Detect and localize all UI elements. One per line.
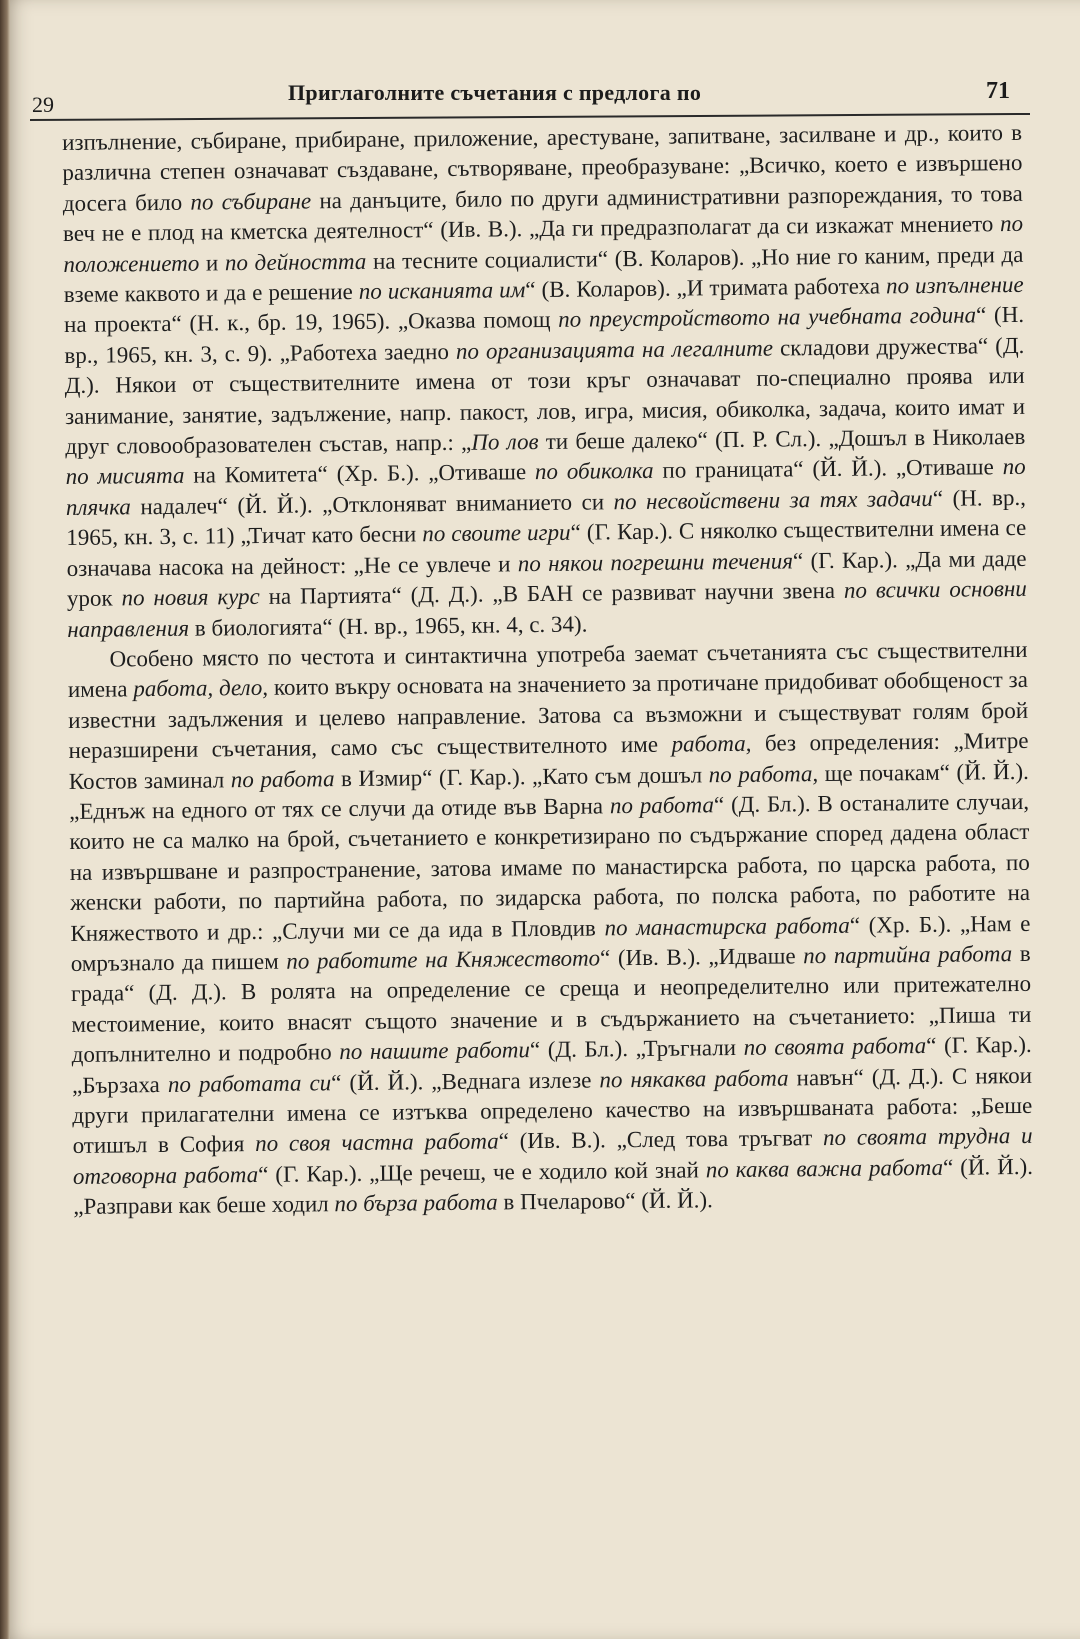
text-run: изпълнение, събиране, прибиране, приложение, арестуване, запитване, засилване и др., които в различна степен означават създаване, сътворяване, преобразуване: „Всичко, което е извършено досега било [62,119,1023,216]
running-header [30,72,1040,118]
text-run: “ (Н. вр., 1965, кн. 3, с. 9). „Работеха заедно [64,302,1025,368]
italic-example: по организацията на легалните [455,335,774,364]
text-run: “ (Ив. В.). „Идваше [599,943,804,971]
italic-example: по своя частна работа [255,1128,499,1157]
body-text [62,118,1033,1223]
text-run: които въкру основата на значението за протичане придобиват обобщеност за известни задължения и целево направление. Затова са възможни и съществуват голям брой неразширени съчетания, само със съществителното име [68,667,1029,764]
text-run: Особено място по честота и синтактична употреба заемат съчетанията със съществителни имена [67,636,1028,703]
text-run: на данъците, било по други административни разпореждания, то това веч не е плод на кметска деятелност“ (Ив. В.). „Да ги предразполагат да си изкажат мнението [62,180,1023,247]
italic-example: по плячка [65,454,1026,520]
italic-example: по обиколка [534,458,654,485]
italic-example: по бърза работа [334,1189,498,1217]
italic-example: по работите на Княжеството [286,945,601,974]
italic-example: по работа, [708,760,819,787]
italic-example: по изпълнение [885,271,1024,299]
italic-example: работа, дело, [133,675,269,702]
text-run: на проекта“ (Н. к., бр. 19, 1965). „Оказва помощ [63,307,559,338]
paragraph [67,635,1033,1223]
italic-example: по нашите работи [339,1037,531,1065]
text-run: “ (Д. Бл.). В останалите случаи, които не са малко на брой, съчетанието е конкретизирано по съдържание според дадена област на извършване и разпространение, затова имаме по манастирска работа, по царска работа, по женски работи, по партийна работа, по зидарска работа, по полска работа, по работите на Княжеството и др.: „Случи ми се да ида в Пловдив [69,788,1031,946]
text-run: навън“ (Д. Д.). С някои други прилагателни имена се изтъква определено качество на извършваната работа: „Беше отишъл в София [72,1062,1033,1159]
italic-example: по мисията [65,463,185,490]
italic-example: работа, [671,730,752,757]
page-binding-edge [0,0,10,1639]
text-run: по границата“ (Й. Й.). „Отиваше [653,454,1003,484]
italic-example: по работа [609,792,715,819]
italic-example: по положението [63,211,1024,277]
text-run: “ (Г. Кар.). „Ще речеш, че е ходило кой знай [258,1157,706,1187]
italic-example: по несвойствени за тях задачи [613,485,933,515]
text-run: на тесните социалисти“ (В. Коларов). „Но ние го каним, преди да вземе каквото и да е решение [63,241,1024,308]
italic-example: по своята работа [743,1033,927,1061]
italic-example: по партийна работа [803,941,1013,969]
text-run: в биологията“ (Н. вр., 1965, кн. 4, с. 34). [188,611,588,641]
italic-example: по преустройството на учебната година [558,302,977,333]
italic-example: по новия курс [121,584,260,611]
text-run: ти беше далеко“ (П. Р. Сл.). „Дошъл в Николаев [538,423,1026,455]
text-run: в Пчеларово“ (Й. Й.). [497,1187,713,1215]
text-run: “ (Г. Кар.). С няколко съществителни имена се означава насока на дейност: „Не се увлече и [66,515,1027,581]
text-run: “ (Г. Кар.). „Бързаха [71,1032,1032,1098]
text-run: ще почакам“ (Й. Й.). „Еднъж на едного от тях се случи да отиде във Варна [69,758,1029,824]
text-run: в Измир“ (Г. Кар.). „Като съм дошъл [334,761,709,791]
text-run: без определения: „Митре Костов заминал [68,728,1029,794]
text-run: “ (Хр. Б.). „Нам е омръзнало да пишем [70,910,1031,976]
text-run: “ (Й. Й.). „Веднага излезе [331,1067,600,1095]
italic-example: по исканията им [358,277,526,304]
text-run: складови дружества“ (Д. Д.). Някои от съществителните имена от този кръг означават по-специално проява или занимание, занятие, задължение, напр. пакост, лов, игра, мисия, обиколка, задача, които имат и друг словообразователен състав, напр.: „ [64,332,1026,460]
paragraph [62,118,1027,645]
text-run: “ (Й. Й.). „Разправи как беше ходил [73,1153,1034,1220]
italic-example: по каква важна работа [705,1154,944,1183]
running-title: Приглаголните съчетания с предлога по [288,80,702,105]
italic-example: по събиране [190,188,312,215]
section-number: 29 [32,92,54,117]
italic-example: по работа [230,765,335,792]
italic-example: по някои погрешни течения [517,548,794,576]
text-run: на Партията“ (Д. Д.). „В БАН се развиват научни звена [259,577,845,610]
italic-example: по своята трудна и отговорна работа [72,1123,1033,1189]
text-run: в града“ (Д. Д.). В ролята на определение се среща и неопределително или притежателно местоимение, които внасят същото значение и в съдържанието на съчетанието: „Пиша ти допълнително и подробно [70,940,1032,1068]
text-run: “ (Г. Кар.). „Да ми даде урок [66,545,1027,612]
italic-example: по работата си [167,1069,332,1097]
italic-example: по някаква работа [599,1065,789,1093]
italic-example: по своите игри [422,519,571,547]
text-run: на Комитета“ (Хр. Б.). „Отиваше [184,459,536,489]
text-run: “ (Н. вр., 1965, кн. 3, с. 11) „Тичат като бесни [66,484,1027,551]
text-run: “ (В. Коларов). „И тримата работеха [525,273,887,303]
italic-example: по манастирска работа [604,912,850,940]
text-run: надалеч“ (Й. Й.). „Отклоняват вниманието си [130,489,614,520]
text-run: “ (Ив. В.). „След това тръгват [498,1125,824,1154]
italic-example: По лов [471,429,539,455]
page-number: 71 [986,78,1010,104]
italic-example: по всички основни направления [67,576,1027,642]
text-run: “ (Д. Бл.). „Тръгнали [529,1035,744,1063]
text-run: и [199,249,226,276]
italic-example: по дейността [224,248,367,275]
